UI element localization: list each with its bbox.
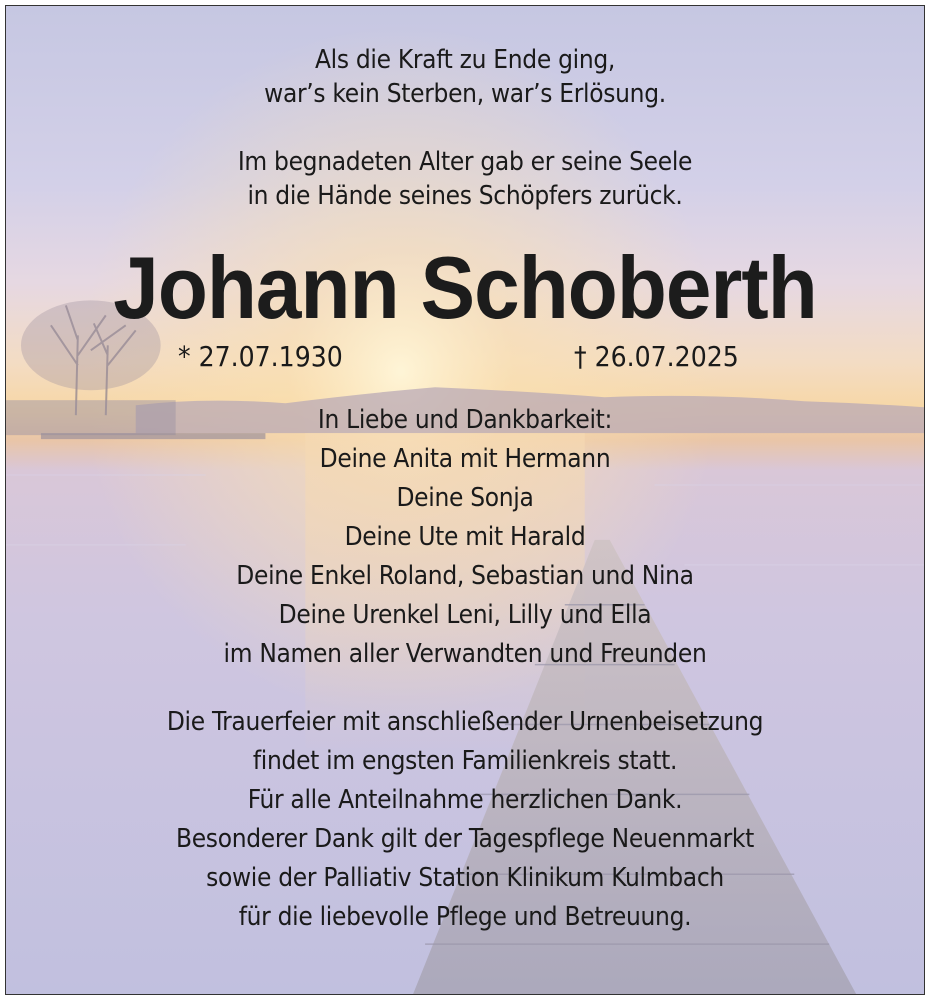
notice-line: findet im engsten Familienkreis statt. <box>252 746 678 776</box>
birth-date: * 27.07.1930 <box>178 340 343 373</box>
mourner-line: Deine Sonja <box>396 483 534 513</box>
mourner-line: Deine Urenkel Leni, Lilly und Ella <box>278 600 652 630</box>
notice-line: Die Trauerfeier mit anschließender Urnenbeisetzung <box>166 707 764 737</box>
notice-line: Für alle Anteilnahme herzlichen Dank. <box>247 785 683 815</box>
mourner-line: Deine Ute mit Harald <box>344 522 586 552</box>
verse-line: Als die Kraft zu Ende ging, <box>314 45 616 75</box>
mourner-line: In Liebe und Dankbarkeit: <box>317 405 613 435</box>
mourner-line: Deine Enkel Roland, Sebastian und Nina <box>236 561 694 591</box>
intro-line: Im begnadeten Alter gab er seine Seele <box>237 147 693 177</box>
verse-line: war’s kein Sterben, war’s Erlösung. <box>264 79 666 109</box>
notice-line: für die liebevolle Pflege und Betreuung. <box>238 902 692 932</box>
mourner-line: Deine Anita mit Hermann <box>319 444 611 474</box>
notice-line: sowie der Palliativ Station Klinikum Kulmbach <box>206 863 724 893</box>
obituary-text <box>6 6 924 994</box>
deceased-name: Johann Schoberth <box>113 238 817 337</box>
obituary-card <box>5 5 925 995</box>
notice-line: Besonderer Dank gilt der Tagespflege Neuenmarkt <box>175 824 755 854</box>
mourner-line: im Namen aller Verwandten und Freunden <box>223 639 707 669</box>
intro-line: in die Hände seines Schöpfers zurück. <box>247 181 683 211</box>
death-date: † 26.07.2025 <box>574 340 739 373</box>
